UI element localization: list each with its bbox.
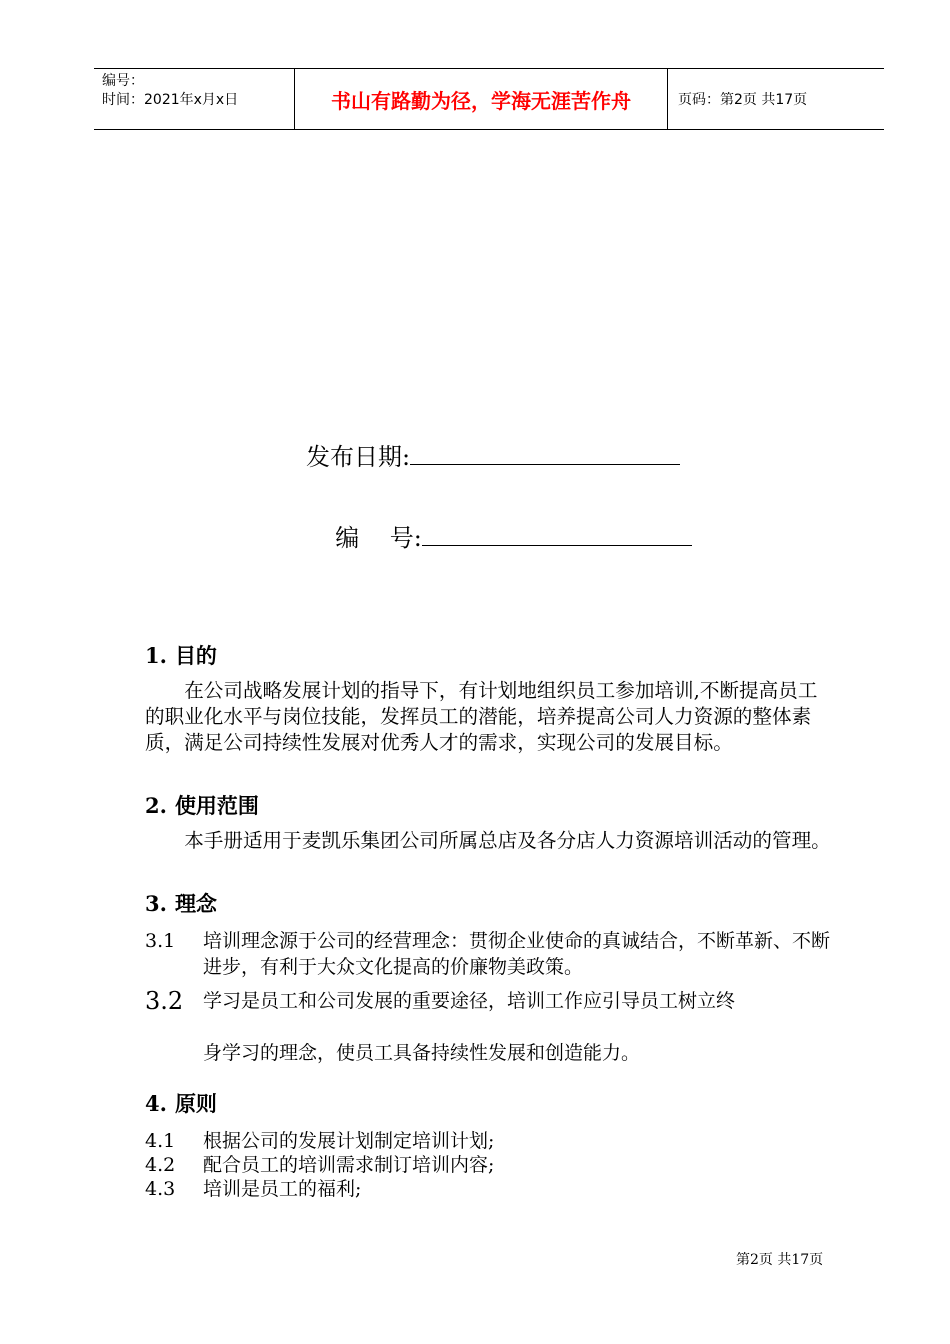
- time-label: 时间：2021年x月x日: [102, 92, 239, 108]
- header-meta: [94, 69, 295, 129]
- paragraph-scope: 本手册适用于麦凯乐集团公司所属总店及各分店人力资源培训活动的管理。: [184, 829, 831, 852]
- publish-date-line: [306, 437, 680, 472]
- principle-item-4-2: 4.2 配合员工的培训需求制订培训内容;: [145, 1154, 495, 1176]
- section-title-scope: 2. 使用范围: [145, 793, 259, 818]
- publish-number-line: [320, 490, 692, 553]
- page-number-label: 页码：第2页 共17页: [678, 92, 808, 108]
- motto-text: 书山有路勤为径，学海无涯苦作舟: [331, 88, 631, 113]
- header-page-cell: [668, 69, 884, 129]
- header-motto-cell: [295, 69, 668, 129]
- section-title-principles: 4. 原则: [145, 1091, 217, 1116]
- publish-date-blank: [410, 438, 680, 465]
- concept-item-3-1: 3.1 培训理念源于公司的经营理念：贯彻企业使命的真诚结合，不断革新、不断进步，有利于大众文化提高的价廉物美政策。: [145, 930, 831, 978]
- concept-item-3-2-continued: 身学习的理念，使员工具备持续性发展和创造能力。: [203, 1042, 641, 1064]
- concept-item-3-2: 3.2 学习是员工和公司发展的重要途径，培训工作应引导员工树立终: [145, 987, 736, 1015]
- doc-number-label: 编号：: [102, 73, 144, 89]
- publish-number-label: 编 号:: [335, 524, 422, 552]
- section-title-purpose: 1. 目的: [145, 643, 217, 668]
- principle-item-4-3: 4.3 培训是员工的福利;: [145, 1178, 362, 1200]
- paragraph-purpose: 在公司战略发展计划的指导下，有计划地组织员工参加培训,不断提高员工的职业化水平与岗位技能，发挥员工的潜能，培养提高公司人力资源的整体素质，满足公司持续性发展对优秀人才的需求，实现公司的发展目标。: [145, 679, 818, 754]
- publish-date-label: 发布日期:: [306, 443, 411, 471]
- page-footer: 第2页 共17页: [736, 1252, 824, 1268]
- section-title-concept: 3. 理念: [145, 891, 217, 916]
- publish-number-blank: [422, 519, 692, 546]
- page-header: [94, 68, 884, 130]
- principle-item-4-1: 4.1 根据公司的发展计划制定培训计划;: [145, 1130, 495, 1152]
